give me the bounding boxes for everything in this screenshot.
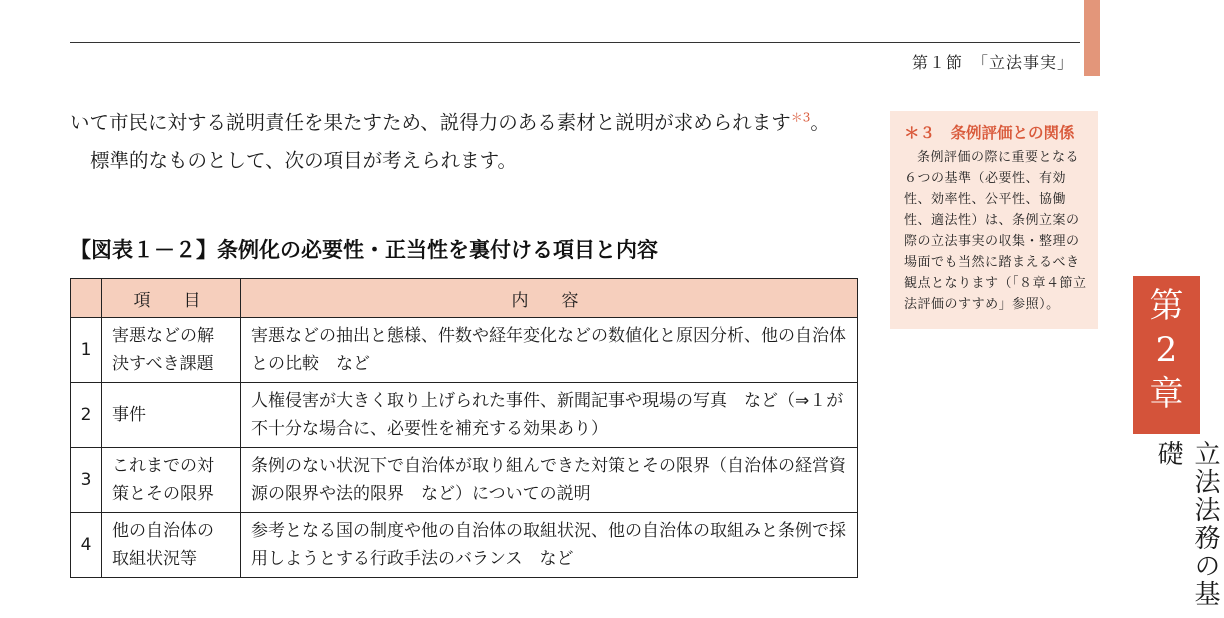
paragraph-1	[70, 104, 870, 142]
row-number: 3	[71, 448, 102, 513]
row-content: 人権侵害が大きく取り上げられた事件、新聞記事や現場の写真 など（⇒１が不十分な場合に、必要性を補充する効果あり）	[241, 383, 858, 448]
chapter-name: 立法法務の基礎	[1153, 440, 1220, 608]
content-table	[70, 278, 858, 578]
header-num	[71, 279, 102, 318]
table-row	[71, 448, 858, 513]
table-row	[71, 383, 858, 448]
row-number: 4	[71, 513, 102, 578]
section-header: 第１節 「立法事実」	[911, 53, 1074, 72]
body-text	[70, 104, 870, 180]
row-content: 条例のない状況下で自治体が取り組んできた対策とその限界（自治体の経営資源の限界や法的限界 など）についての説明	[241, 448, 858, 513]
header-accent-bar	[1084, 0, 1100, 76]
table-row	[71, 513, 858, 578]
row-number: 1	[71, 318, 102, 383]
chapter-label-bottom: 章	[1149, 374, 1184, 414]
chapter-label-number: 2	[1155, 330, 1178, 370]
chapter-label-top: 第	[1149, 286, 1184, 326]
side-note-body: 条例評価の際に重要となる６つの基準（必要性、有効性、効率性、公平性、協働性、適法性）は、条例立案の際の立法事実の収集・整理の場面でも当然に踏まえるべき観点となります（「８章４節立法評価のすすめ」参照）。	[904, 150, 1087, 312]
paragraph-1-end: 。	[810, 111, 830, 134]
paragraph-1-text: いて市民に対する説明責任を果たすため、説得力のある素材と説明が求められます	[70, 111, 791, 134]
header-rule	[70, 42, 1080, 43]
row-content: 参考となる国の制度や他の自治体の取組状況、他の自治体の取組みと条例で採用しようとする行政手法のバランス など	[241, 513, 858, 578]
paragraph-2: 標準的なものとして、次の項目が考えられます。	[90, 149, 518, 172]
footnote-ref[interactable]: ＊3	[790, 110, 811, 125]
side-note-title: ＊３ 条例評価との関係	[904, 124, 1075, 142]
table-header-row	[71, 279, 858, 318]
row-item: 事件	[102, 383, 241, 448]
chapter-tab	[1133, 276, 1200, 434]
row-number: 2	[71, 383, 102, 448]
row-item: これまでの対策とその限界	[102, 448, 241, 513]
row-item: 他の自治体の取組状況等	[102, 513, 241, 578]
side-note	[890, 111, 1098, 329]
row-item: 害悪などの解決すべき課題	[102, 318, 241, 383]
header-content: 内 容	[241, 279, 858, 318]
table-title: 【図表１－２】条例化の必要性・正当性を裏付ける項目と内容	[70, 238, 658, 262]
header-item: 項 目	[102, 279, 241, 318]
table-row	[71, 318, 858, 383]
row-content: 害悪などの抽出と態様、件数や経年変化などの数値化と原因分析、他の自治体との比較 など	[241, 318, 858, 383]
